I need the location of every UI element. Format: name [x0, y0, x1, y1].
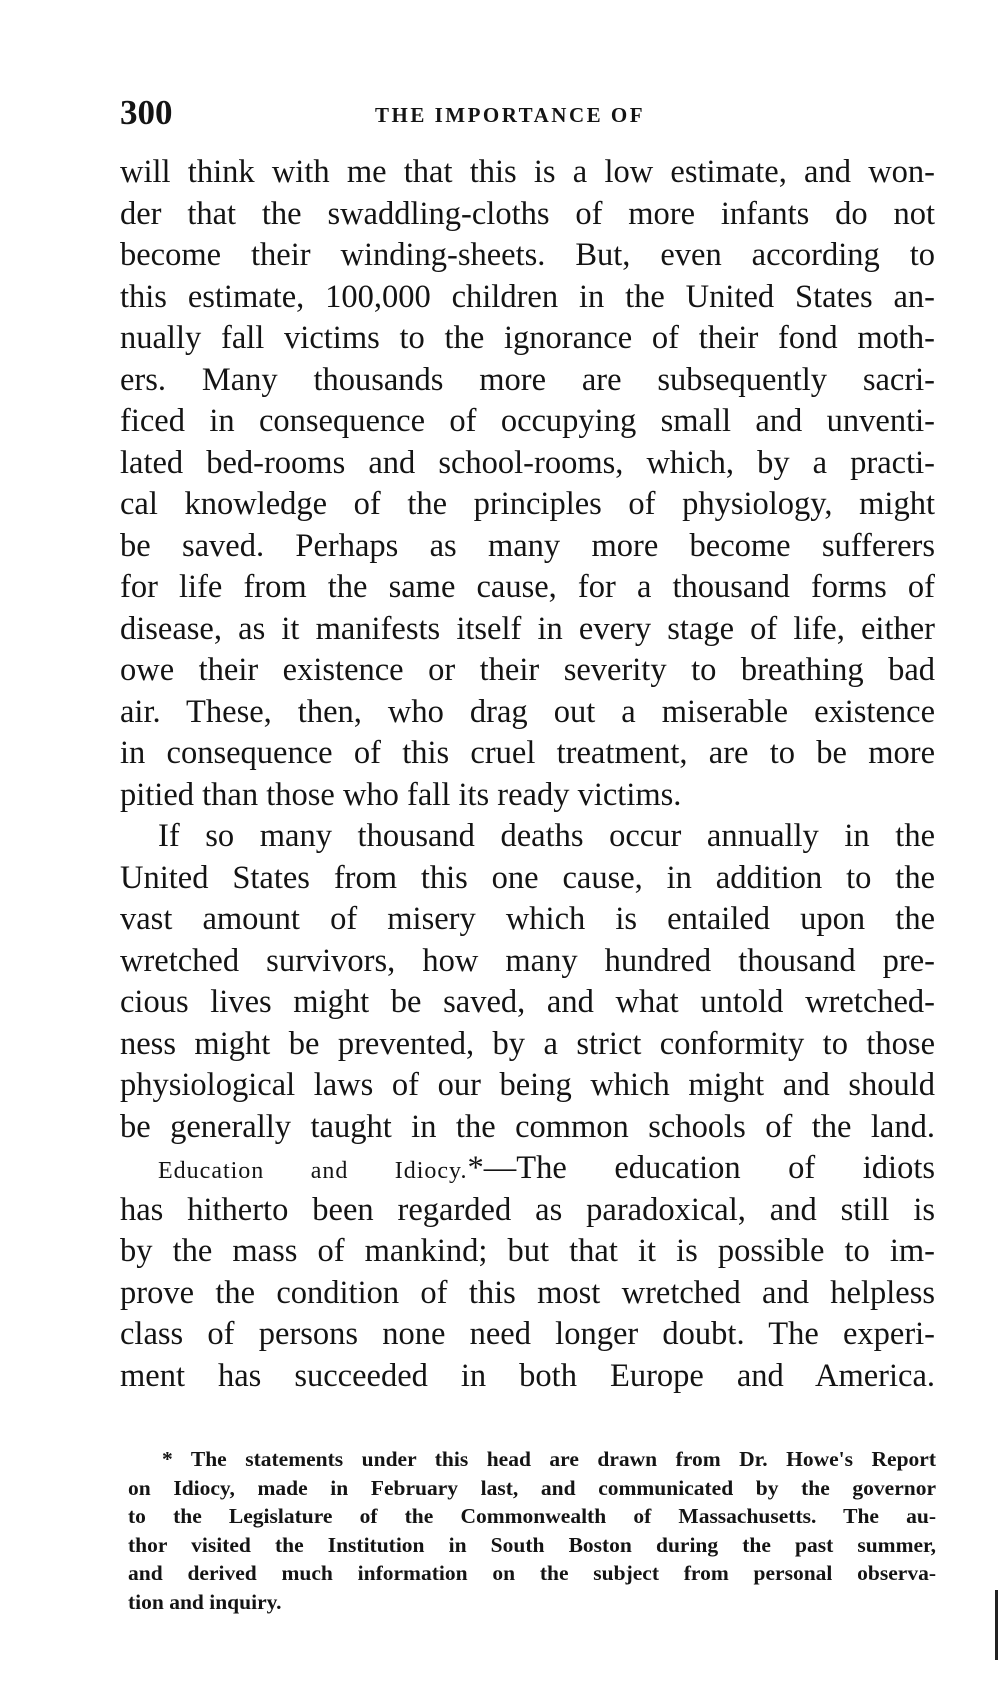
text-line: United States from this one cause, in addition to the: [120, 859, 935, 896]
text-line: ness might be prevented, by a strict conformity to those: [120, 1025, 935, 1062]
text-line: has hitherto been regarded as paradoxical, and still is: [120, 1191, 935, 1228]
text-line: ficed in consequence of occupying small and unventi-: [120, 403, 935, 439]
text-line: nually fall victims to the ignorance of their fond moth-: [120, 320, 935, 356]
text-line: become their winding-sheets. But, even according to: [120, 237, 935, 273]
text-line: will think with me that this is a low estimate, and won-: [120, 154, 935, 190]
section-lead-rest: *—The education of idiots: [467, 1150, 935, 1186]
text-line: physiological laws of our being which might and should: [120, 1067, 935, 1103]
page-number: 300: [120, 93, 173, 132]
text-line: for life from the same cause, for a thousand forms of: [120, 569, 935, 605]
text-line: owe their existence or their severity to breathing bad: [120, 652, 935, 688]
footnote-line: on Idiocy, made in February last, and communicated by the governor: [128, 1475, 936, 1500]
footnote-line: tion and inquiry.: [128, 1589, 282, 1614]
footnote-line: * The statements under this head are drawn from Dr. Howe's Report: [162, 1447, 936, 1471]
text-line: lated bed-rooms and school-rooms, which, by a practi-: [120, 444, 935, 481]
text-line: ment has succeeded in both Europe and America.: [120, 1357, 935, 1394]
paragraph: [120, 1148, 935, 1397]
text-line: this estimate, 100,000 children in the United States an-: [120, 278, 935, 315]
section-lead-in: Education and Idiocy.: [158, 1158, 468, 1184]
text-line: vast amount of misery which is entailed upon the: [120, 901, 935, 937]
text-line: [120, 1148, 935, 1190]
page-header: [120, 88, 935, 138]
text-line: wretched survivors, how many hundred thousand pre-: [120, 942, 935, 979]
text-line: pitied than those who fall its ready victims.: [120, 776, 682, 813]
text-line: be saved. Perhaps as many more become sufferers: [120, 527, 935, 564]
footnote: [128, 1445, 936, 1616]
text-line: prove the condition of this most wretched and helpless: [120, 1274, 935, 1311]
text-line: air. These, then, who drag out a miserable existence: [120, 693, 935, 730]
text-line: If so many thousand deaths occur annually in the: [158, 818, 935, 854]
footnote-line: thor visited the Institution in South Boston during the past summer,: [128, 1532, 936, 1557]
body-text: [120, 152, 935, 1397]
paragraph: [120, 152, 935, 816]
text-line: disease, as it manifests itself in every stage of life, either: [120, 610, 935, 647]
page-edge-mark: [995, 1590, 998, 1660]
text-line: by the mass of mankind; but that it is possible to im-: [120, 1233, 935, 1269]
text-line: cious lives might be saved, and what untold wretched-: [120, 984, 935, 1020]
text-line: in consequence of this cruel treatment, are to be more: [120, 735, 935, 771]
paragraph: [120, 816, 935, 1148]
text-line: cal knowledge of the principles of physiology, might: [120, 486, 935, 522]
text-line: class of persons none need longer doubt. The experi-: [120, 1316, 935, 1352]
text-line: der that the swaddling-cloths of more infants do not: [120, 195, 935, 232]
footnote-line: to the Legislature of the Commonwealth of Massachusetts. The au-: [128, 1504, 936, 1528]
text-line: be generally taught in the common schools of the land.: [120, 1108, 935, 1145]
text-line: ers. Many thousands more are subsequently sacri-: [120, 361, 935, 398]
footnote-line: and derived much information on the subject from personal observa-: [128, 1561, 936, 1585]
running-head: THE IMPORTANCE OF: [375, 103, 646, 127]
